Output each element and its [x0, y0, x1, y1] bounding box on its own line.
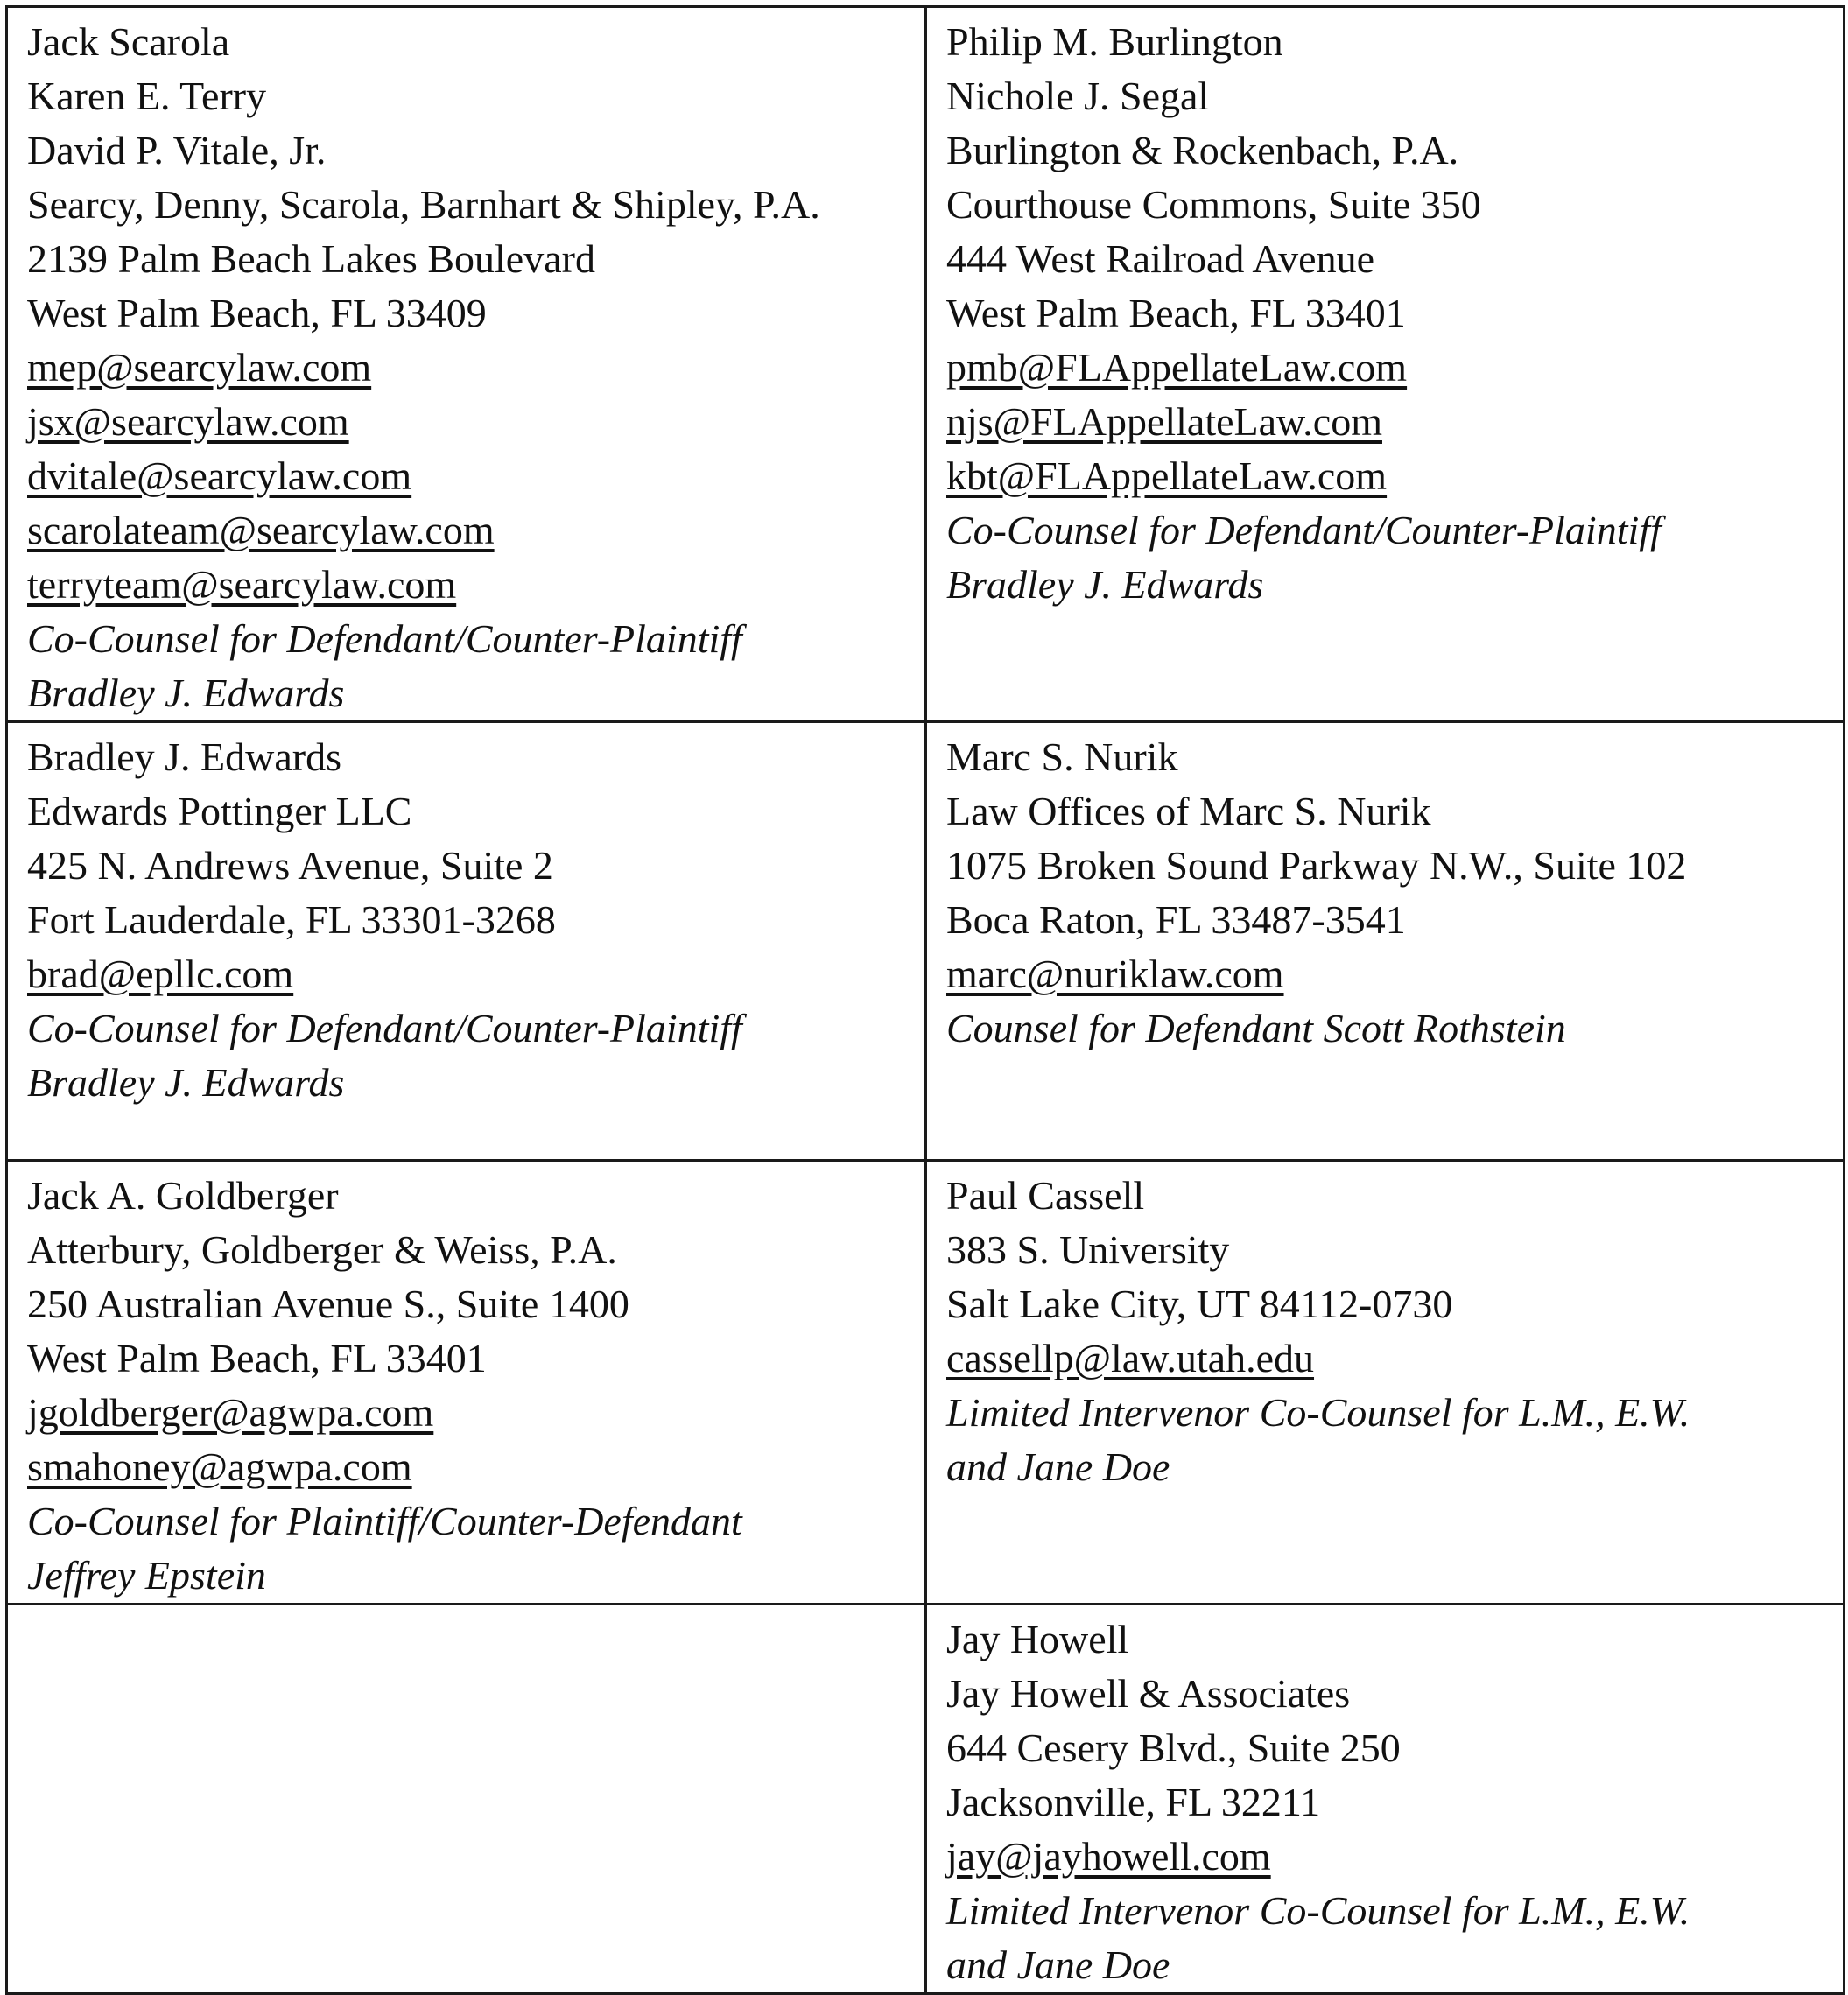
service-list-table: [5, 5, 1845, 1995]
attorney-name: Bradley J. Edwards: [27, 734, 341, 779]
email-line: [27, 449, 907, 503]
email-line: [946, 947, 1825, 1001]
attorney-name: Philip M. Burlington: [946, 19, 1283, 64]
email-line: [946, 1830, 1825, 1884]
address-line: Jacksonville, FL 32211: [946, 1780, 1321, 1824]
attorney-name: Jack Scarola: [27, 19, 230, 64]
email-line: [946, 341, 1825, 395]
counsel-role: Limited Intervenor Co-Counsel for L.M., E.W.: [946, 1390, 1690, 1435]
email-link[interactable]: dvitale@searcylaw.com: [27, 453, 412, 498]
email-line: [946, 395, 1825, 449]
table-row: [7, 722, 1844, 1161]
address-line: 444 West Railroad Avenue: [946, 236, 1374, 281]
address-line: 383 S. University: [946, 1227, 1230, 1272]
table-row: [7, 1605, 1844, 1994]
email-line: [27, 395, 907, 449]
address-line: Atterbury, Goldberger & Weiss, P.A.: [27, 1227, 617, 1272]
email-line: [946, 449, 1825, 503]
address-line: Salt Lake City, UT 84112-0730: [946, 1282, 1453, 1326]
address-line: Edwards Pottinger LLC: [27, 789, 412, 833]
email-line: [27, 341, 907, 395]
email-link[interactable]: cassellp@law.utah.edu: [946, 1336, 1315, 1380]
address-line: Karen E. Terry: [27, 74, 267, 118]
counsel-cell: [7, 7, 926, 722]
address-line: Burlington & Rockenbach, P.A.: [946, 128, 1459, 172]
email-line: [27, 1440, 907, 1494]
address-line: Courthouse Commons, Suite 350: [946, 182, 1481, 227]
counsel-cell: [7, 1161, 926, 1605]
email-link[interactable]: smahoney@agwpa.com: [27, 1444, 412, 1489]
email-line: [27, 558, 907, 612]
email-link[interactable]: jay@jayhowell.com: [946, 1834, 1271, 1879]
counsel-role: Limited Intervenor Co-Counsel for L.M., E.W.: [946, 1888, 1690, 1933]
counsel-cell: [926, 722, 1844, 1161]
email-line: [27, 503, 907, 558]
email-line: [27, 1386, 907, 1440]
counsel-role: Co-Counsel for Plaintiff/Counter-Defendant: [27, 1499, 742, 1543]
counsel-role: Co-Counsel for Defendant/Counter-Plaintiff: [946, 508, 1662, 552]
counsel-role: Co-Counsel for Defendant/Counter-Plaintiff: [27, 1006, 742, 1050]
counsel-cell: [926, 7, 1844, 722]
email-link[interactable]: pmb@FLAppellateLaw.com: [946, 345, 1408, 390]
email-link[interactable]: jsx@searcylaw.com: [27, 399, 349, 444]
attorney-name: Jack A. Goldberger: [27, 1173, 339, 1218]
email-link[interactable]: jgoldberger@agwpa.com: [27, 1390, 434, 1435]
address-line: West Palm Beach, FL 33409: [27, 291, 487, 335]
counsel-role: Co-Counsel for Defendant/Counter-Plaintiff: [27, 616, 742, 661]
email-link[interactable]: kbt@FLAppellateLaw.com: [946, 453, 1388, 498]
counsel-role: Bradley J. Edwards: [946, 562, 1264, 607]
counsel-cell: [926, 1161, 1844, 1605]
counsel-role: and Jane Doe: [946, 1942, 1170, 1987]
attorney-name: Jay Howell: [946, 1617, 1129, 1661]
counsel-role: Counsel for Defendant Scott Rothstein: [946, 1006, 1566, 1050]
counsel-role: Bradley J. Edwards: [27, 1060, 345, 1105]
address-line: 425 N. Andrews Avenue, Suite 2: [27, 843, 553, 888]
address-line: 250 Australian Avenue S., Suite 1400: [27, 1282, 629, 1326]
table-row: [7, 7, 1844, 722]
address-line: Nichole J. Segal: [946, 74, 1210, 118]
counsel-role: Bradley J. Edwards: [27, 671, 345, 715]
address-line: West Palm Beach, FL 33401: [27, 1336, 487, 1380]
email-link[interactable]: brad@epllc.com: [27, 952, 294, 996]
email-link[interactable]: marc@nuriklaw.com: [946, 952, 1284, 996]
email-link[interactable]: njs@FLAppellateLaw.com: [946, 399, 1382, 444]
email-link[interactable]: mep@searcylaw.com: [27, 345, 372, 390]
address-line: Fort Lauderdale, FL 33301-3268: [27, 897, 556, 942]
counsel-cell: [7, 722, 926, 1161]
email-link[interactable]: scarolateam@searcylaw.com: [27, 508, 495, 552]
address-line: David P. Vitale, Jr.: [27, 128, 327, 172]
address-line: 1075 Broken Sound Parkway N.W., Suite 102: [946, 843, 1687, 888]
counsel-role: and Jane Doe: [946, 1444, 1170, 1489]
email-link[interactable]: terryteam@searcylaw.com: [27, 562, 457, 607]
email-line: [27, 947, 907, 1001]
table-row: [7, 1161, 1844, 1605]
empty-cell: [7, 1605, 926, 1994]
address-line: Searcy, Denny, Scarola, Barnhart & Shipley, P.A.: [27, 182, 820, 227]
address-line: 2139 Palm Beach Lakes Boulevard: [27, 236, 595, 281]
address-line: 644 Cesery Blvd., Suite 250: [946, 1725, 1401, 1770]
address-line: West Palm Beach, FL 33401: [946, 291, 1406, 335]
address-line: Law Offices of Marc S. Nurik: [946, 789, 1431, 833]
email-line: [946, 1331, 1825, 1386]
counsel-role: Jeffrey Epstein: [27, 1553, 266, 1598]
attorney-name: Paul Cassell: [946, 1173, 1145, 1218]
address-line: Boca Raton, FL 33487-3541: [946, 897, 1406, 942]
counsel-cell: [926, 1605, 1844, 1994]
address-line: Jay Howell & Associates: [946, 1671, 1351, 1716]
attorney-name: Marc S. Nurik: [946, 734, 1178, 779]
